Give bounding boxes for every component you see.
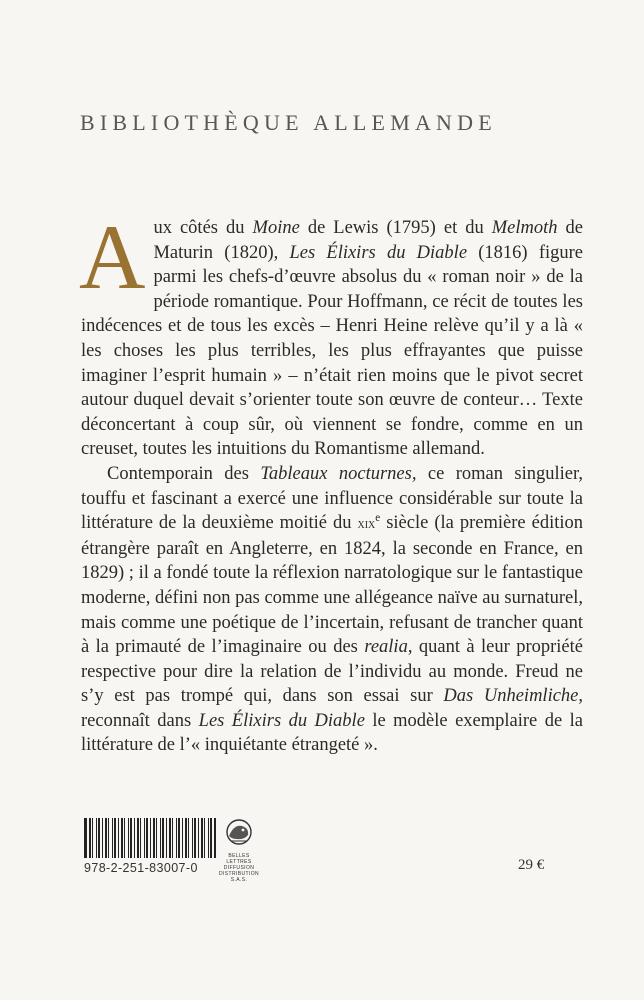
text-span: siècle (la première édition étrangère paraît en Angleterre, en 1824, la seconde en France, en 1829) ; il a fondé toute la réflexion narratologique sur le fantastique moderne, défini non pas comme une allégeance naïve au surnaturel, mais comme une poétique de l’incertain, refusant de trancher quant à la primauté de l’imaginaire ou des — [81, 513, 583, 658]
text-span: , quant à leur propriété respective pour dire la relation de l’individu au monde. Freud ne s’y est pas trompé qui, dans son essai sur — [81, 637, 583, 707]
text-span: de Maturin (1820), — [153, 218, 583, 263]
text-span: ux côtés du — [153, 218, 253, 238]
italic-title: Das Unheimliche — [443, 686, 579, 707]
price: 29 € — [518, 857, 545, 873]
back-cover-text — [79, 206, 584, 758]
century-superscript: e — [375, 511, 381, 524]
paragraph-1 — [79, 206, 583, 462]
text-span: de Lewis (1795) et du — [299, 218, 492, 238]
italic-title: Les Élixirs du Diable — [289, 242, 468, 263]
logo-line: DIFFUSION — [223, 865, 255, 871]
italic-title: Melmoth — [491, 218, 558, 238]
italic-title: Les Élixirs du Diable — [198, 710, 365, 731]
logo-line: BELLES LETTRES — [226, 853, 252, 865]
century-numeral: xix — [357, 516, 376, 533]
italic-title: Tableaux nocturnes, — [260, 463, 417, 484]
italic-title: Moine — [252, 218, 300, 238]
paragraph-2 — [81, 462, 583, 758]
barcode — [84, 818, 216, 858]
logo-line: DISTRIBUTION — [218, 871, 260, 877]
text-span: Contemporain des — [107, 463, 261, 484]
publisher-emblem-icon — [222, 818, 256, 846]
text-span: le modèle exemplaire de la littérature de l’« inquiétante étrangeté ». — [81, 710, 583, 756]
italic-word: realia — [364, 637, 408, 658]
isbn: 978-2-251-83007-0 — [84, 861, 198, 875]
series-title: BIBLIOTHÈQUE ALLEMANDE — [80, 110, 497, 135]
text-span: , reconnaît dans — [81, 686, 584, 731]
drop-cap: A — [79, 206, 146, 308]
text-span: ce roman singulier, touffu et fascinant a exercé une influence considérable sur toute la littérature de la deuxième moitié du — [81, 463, 583, 534]
logo-line: S.A.S. — [230, 877, 248, 883]
publisher-logo — [218, 818, 260, 883]
barcode-block — [84, 818, 216, 875]
text-span: (1816) figure parmi les chefs-d’œuvre absolus du « roman noir » de la période romantique. Pour Hoffmann, ce récit de toutes les indécences et de tous les excès – Henri Heine relève qu’il y a là « les choses les plus terribles, les plus effrayantes que puisse imaginer l’esprit humain » – n’était rien moins que le pivot secret autour duquel devait s’orienter toute son œuvre de conteur… Texte déconcertant à coup sûr, où viennent se fondre, comme en un creuset, toutes les intuitions du Romantisme allemand. — [81, 242, 583, 460]
